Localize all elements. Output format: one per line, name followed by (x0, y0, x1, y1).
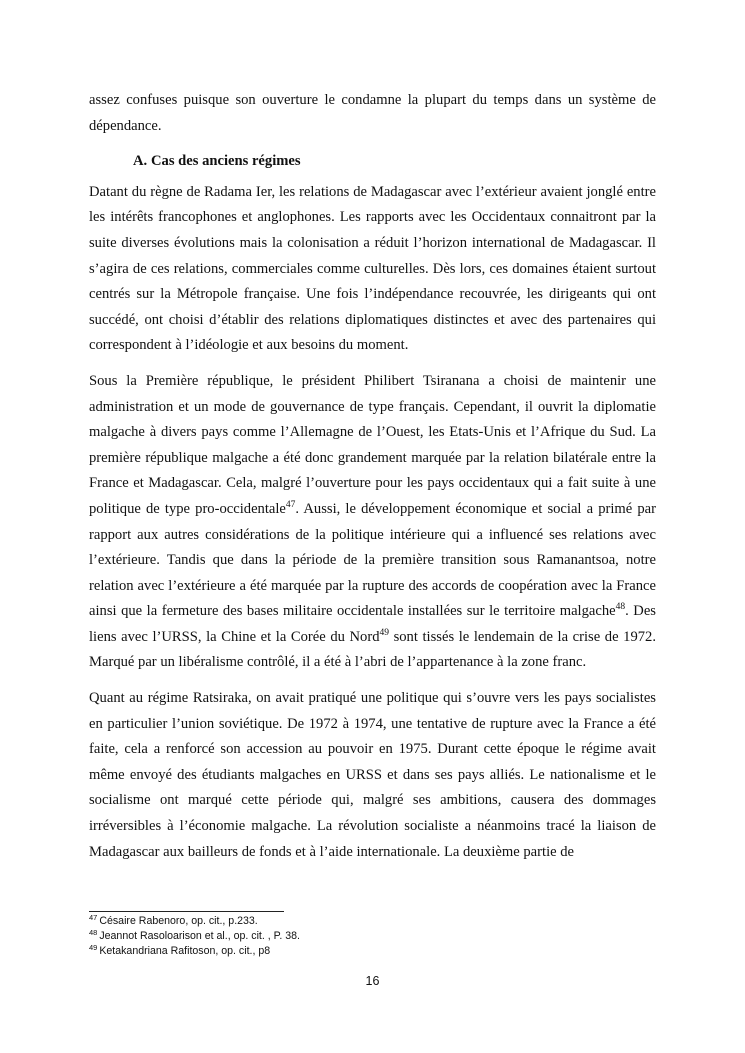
footnote-text: Ketakandriana Rafitoson, op. cit., p8 (99, 945, 271, 957)
paragraph-ratsiraka: Quant au régime Ratsiraka, on avait pratiqué une politique qui s’ouvre vers les pays socialistes en particulier l’union soviétique. De 1972 à 1974, une tentative de rupture avec la France a été faite, cela a renforcé son accession au pouvoir en 1975. Durant cette époque le régime avait même envoyé des étudiants malgaches en URSS et dans ses pays alliés. Le nationalisme et le socialisme ont marqué cette période qui, malgré ses ambitions, causera des dommages irréversibles à l’économie malgache. La révolution socialiste a néanmoins tracé la liaison de Madagascar aux bailleurs de fonds et à l’aide internationale. La deuxième partie de (89, 690, 656, 860)
footnote-text: Jeannot Rasoloarison et al., op. cit. , P. 38. (99, 930, 300, 942)
paragraph-premiere-republique (89, 369, 656, 676)
footnote-text: Césaire Rabenoro, op. cit., p.233. (99, 915, 258, 927)
section-heading-title: Cas des anciens régimes (151, 153, 301, 170)
footnote-number: 48 (89, 928, 98, 937)
footnote-number: 49 (89, 943, 98, 952)
footnote-separator (89, 911, 284, 912)
main-text (89, 88, 656, 875)
footnote-48 (89, 929, 656, 944)
footnote-number: 47 (89, 913, 98, 922)
footnote-47 (89, 914, 656, 929)
footnote-ref-48[interactable]: 48 (615, 602, 626, 613)
paragraph-text: . Aussi, le développement économique et social a primé par rapport aux autres considérations de la politique intérieure qui a influencé ses relations avec l’extérieure. Tandis que dans la période de la première transition sous Ramanantsoa, notre relation avec l’extérieure a été marquée par la rupture des accords de coopération avec la France ainsi que la fermeture des bases militaire occidentale installées sur le territoire malgache (89, 500, 657, 620)
section-heading-marker: A. (133, 153, 148, 170)
paragraph-text: sont tissés le lendemain de la crise de 1972. Marqué par un libéralisme contrôlé, il a été à l’abri de l’appartenance à la zone franc. (89, 628, 656, 671)
paragraph-text: . Des liens avec l’URSS, la Chine et la Corée du Nord (89, 603, 656, 645)
continuation-paragraph: assez confuses puisque son ouverture le condamne la plupart du temps dans un système de dépendance. (89, 92, 656, 134)
footnote-49 (89, 944, 656, 959)
footnote-ref-47[interactable]: 47 (285, 499, 296, 510)
footnote-ref-49[interactable]: 49 (379, 627, 389, 638)
page-number: 16 (365, 974, 380, 988)
footnotes (89, 914, 656, 959)
paragraph-radama: Datant du règne de Radama Ier, les relations de Madagascar avec l’extérieur avaient jonglé entre les intérêts francophones et anglophones. Les rapports avec les Occidentaux connaitront par la suite diverses évolutions mais la colonisation a réduit l’horizon international de Madagascar. Il s’agira de ces relations, commerciales comme culturelles. Dès lors, ces domaines étaient surtout centrés sur la Métropole française. Une fois l’indépendance recouvrée, les dirigeants qui ont succédé, ont choisi d’établir des relations diplomatiques distinctes et avec des partenaires qui correspondent à l’idéologie et aux besoins du moment. (89, 183, 656, 354)
section-heading (89, 149, 656, 175)
paragraph-text: Sous la Première république, le président Philibert Tsiranana a choisi de maintenir une administration et un mode de gouvernance de type français. Cependant, il ouvrit la diplomatie malgache à divers pays comme l’Allemagne de l’Ouest, les Etats-Unis et l’Afrique du Sud. La première république malgache a été donc grandement marquée par la relation bilatérale entre la France et Madagascar. Cela, malgré l’ouverture pour les pays occidentaux qui a fait suite à une politique de type pro-occidentale (89, 372, 656, 517)
